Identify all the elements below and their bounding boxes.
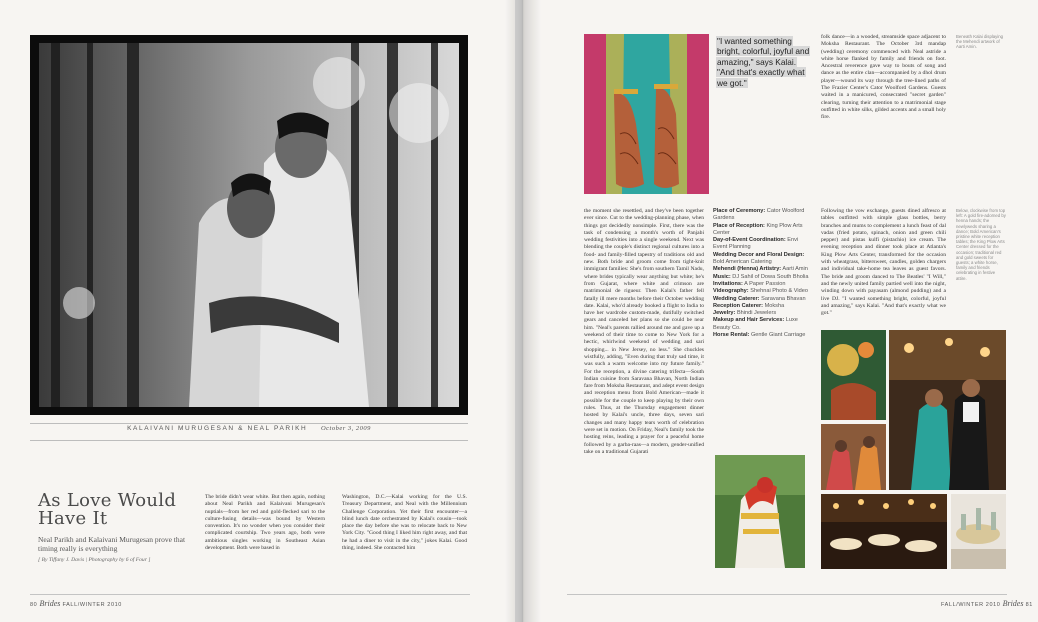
gallery-photo-couple-dance	[889, 330, 1006, 490]
main-photo-frame	[30, 35, 468, 415]
left-folio	[30, 599, 122, 608]
photo-caption-date: October 3, 2009	[320, 425, 371, 432]
left-page	[0, 0, 515, 622]
credit-item: Reception Caterer: Moksha	[713, 302, 785, 309]
credit-item: Wedding Caterer: Saravana Bhavan	[713, 295, 806, 302]
photo-caption-names: KALAIVANI MURUGESAN & NEAL PARIKH	[127, 425, 308, 432]
left-page-number: 80	[30, 602, 38, 608]
credit-item: Place of Ceremony: Cator Woolford Gardens	[713, 208, 805, 222]
right-folio-magazine: Brides	[1002, 599, 1024, 608]
right-body-column-3-top: folk dance—in a wooded, streamside space adjacent to Moksha Restaurant. The October 3rd mandap (wedding) ceremony commenced with Neal astride a white horse flanked by family and friends on foot. Ancestral reverence gave way to bouts of song and dance as the entire clan—accompanied by a dhol drum player—wound its way through the tree-lined paths of The Frazier Center's Cator Woolford Gardens. Guests waited in a manicured, consecrated "secret garden" clearing, turning their attention to a matrimonial stage outfitted in white silks, gilded accents and a small holy fire.	[821, 34, 946, 121]
right-page-number: 81	[1025, 602, 1033, 608]
pull-quote-text: "I wanted something bright, colorful, joyful and amazing," says Kalai. "And that's exactly what we got."	[717, 36, 810, 88]
gallery-photo-henna	[821, 330, 886, 420]
decorated-horse-photo	[715, 455, 805, 568]
right-body-column-1: the moment she resettled, and they've been together ever since. Cut to the wedding-planning phase, when things got decidedly nonsimple. First, there was the task of condensing a month's worth of Panjabi wedding festivities into a single weekend. Next was blending the couple's distinct regional cultures into a food- and family-filled tapestry of traditions old and new. Both bride and groom come from tight-knit immigrant families: She's from southern Tamil Nadu, where brides typically wear anything but white; he's from Gujarat, where white and crimson are matrimonial de rigueur. Then Kalai's father fell fatally ill mere months before their October wedding date. Kalai, who'd already booked a flight to India to have her wardrobe custom-made, dutifully switched gears and canceled her plans so she could be near him. "Neal's parents rallied around me and gave up a weekend of their time to come to New York for a hectic, whirlwind weekend of wedding and sari shopping... in New Jersey, no less." She chuckles wistfully, adding, "Even during that truly sad time, it was such a warm welcome into my future family." For the reception, a divine catering trifecta—South Indian cuisine from Saravana Bhavan, North Indian fare from Moksha Restaurant, and adept event design and reception menu from Bold American—made it possible for the couple to keep playing by their own rules. Thus, at the Thursday engagement dinner hosted by Kalai's uncle, three days, seven sari changes and many happy tears worth of celebration were set in motion. On Friday, Neal's family took the hosting reins, leading a prayer for a peaceful home followed by a garba-raas—a modern, gender-unified take on a traditional Gujarati	[584, 208, 704, 455]
credit-item: Horse Rental: Gentle Giant Carriage	[713, 332, 806, 339]
right-bottom-rule	[567, 594, 1007, 595]
left-folio-issue: FALL/WINTER 2010	[62, 602, 122, 608]
credit-item: Videography: Shehnai Photo & Video	[713, 288, 808, 295]
gallery-photo-table-setting	[951, 494, 1006, 569]
credit-item: Place of Reception: King Plow Arts Center	[713, 222, 803, 236]
credit-item: Day-of-Event Coordination: Envi Event Planning	[713, 237, 799, 251]
gallery-photo-reception-hall	[821, 494, 947, 569]
caption-rule-bottom	[30, 440, 468, 441]
vendor-credits	[713, 208, 813, 339]
credit-item: Invitations: A Paper Passion	[713, 280, 786, 287]
article-headline: As Love Would Have It	[38, 490, 177, 529]
gallery-photo-guests	[821, 424, 886, 490]
side-caption-bottom: Below, clockwise from top left: A gold fire-adorned by henna hands; the newlyweds sharing a dance; Bold American's pristine white reception tables; the King Plow Arts Center dressed for the occasion; traditional red and gold sweets for guests; a white horse, family and friends celebrating in festive attire.	[956, 208, 1006, 281]
right-folio	[941, 599, 1033, 608]
caption-rule-top	[30, 423, 468, 424]
left-body-column-1: The bride didn't wear white. But then again, nothing about Neal Parikh and Kalaivani Murugesan's nuptials—from her red and gold-flecked sari to the culture-fusing details—was bound by Western convention. It's no wonder when you consider their complicated courtship. Two years ago, both were ambitious singles working in Southeast Asian development. Both were based in	[205, 494, 325, 552]
left-body-column-2: Washington, D.C.—Kalai working for the U.S. Treasury Department, and Neal with the Millennium Challenge Corporation. Yet their first encounter—a blind lunch date orchestrated by Kalai's cousin—took place the day before she was to relocate back to New York City. "Good thing I liked him right away, and that he had a diner to visit in the city," jokes Kalai. Good thing, indeed. She contacted him	[342, 494, 467, 552]
credit-item: Wedding Decor and Floral Design: Bold American Catering	[713, 251, 805, 266]
article-dek: Neal Parikh and Kalaivani Murugesan prove that timing really is everything	[38, 535, 186, 553]
right-folio-issue: FALL/WINTER 2010	[941, 602, 1001, 608]
photo-caption	[30, 425, 468, 432]
pull-quote	[716, 36, 816, 88]
left-folio-magazine: Brides	[39, 599, 61, 608]
credit-item: Music: DJ Sahil of Dowa South Bholia	[713, 273, 809, 280]
right-body-column-3-bottom: Following the vow exchange, guests dined alfresco at tables outfitted with simple glass bottles, berry branches and mums to complement a lunch feast of dal vadas (fried potato, spinach, onion and green chili pepper) and pistas kulfi (pistachio) ice cream. The evening reception and dinner took place at Atlanta's King Plow Arts Center, transformed for the occasion with wheatgrass, bittersweet, candles, golden chargers and individual take-home tea leaves as guest favors. The bride and groom danced to The Beatles' "I Will," and the newly united family partied well into the night, winding down with payasam (almond pudding) and a live DJ. "I wanted something bright, colorful, joyful and amazing," says Kalai. "And that's exactly what we got."	[821, 208, 946, 317]
couple-embrace-photo	[39, 43, 459, 407]
credit-item: Mehendi (Henna) Artistry: Aarti Amin	[713, 266, 808, 273]
henna-hands-photo	[584, 34, 709, 194]
side-caption-top: Beneath Kalai displaying the Mehendi artwork of Aarti Amin.	[956, 34, 1004, 50]
article-byline: [ By Tiffany J. Davis | Photography by 6 of Four ]	[38, 557, 151, 563]
right-page	[523, 0, 1038, 622]
left-bottom-rule	[30, 594, 470, 595]
credit-item: Jewelry: Bhindi Jewelers	[713, 310, 777, 317]
credit-item: Makeup and Hair Services: Luxe Beauty Co.	[713, 317, 798, 331]
binding-gutter	[505, 0, 541, 622]
